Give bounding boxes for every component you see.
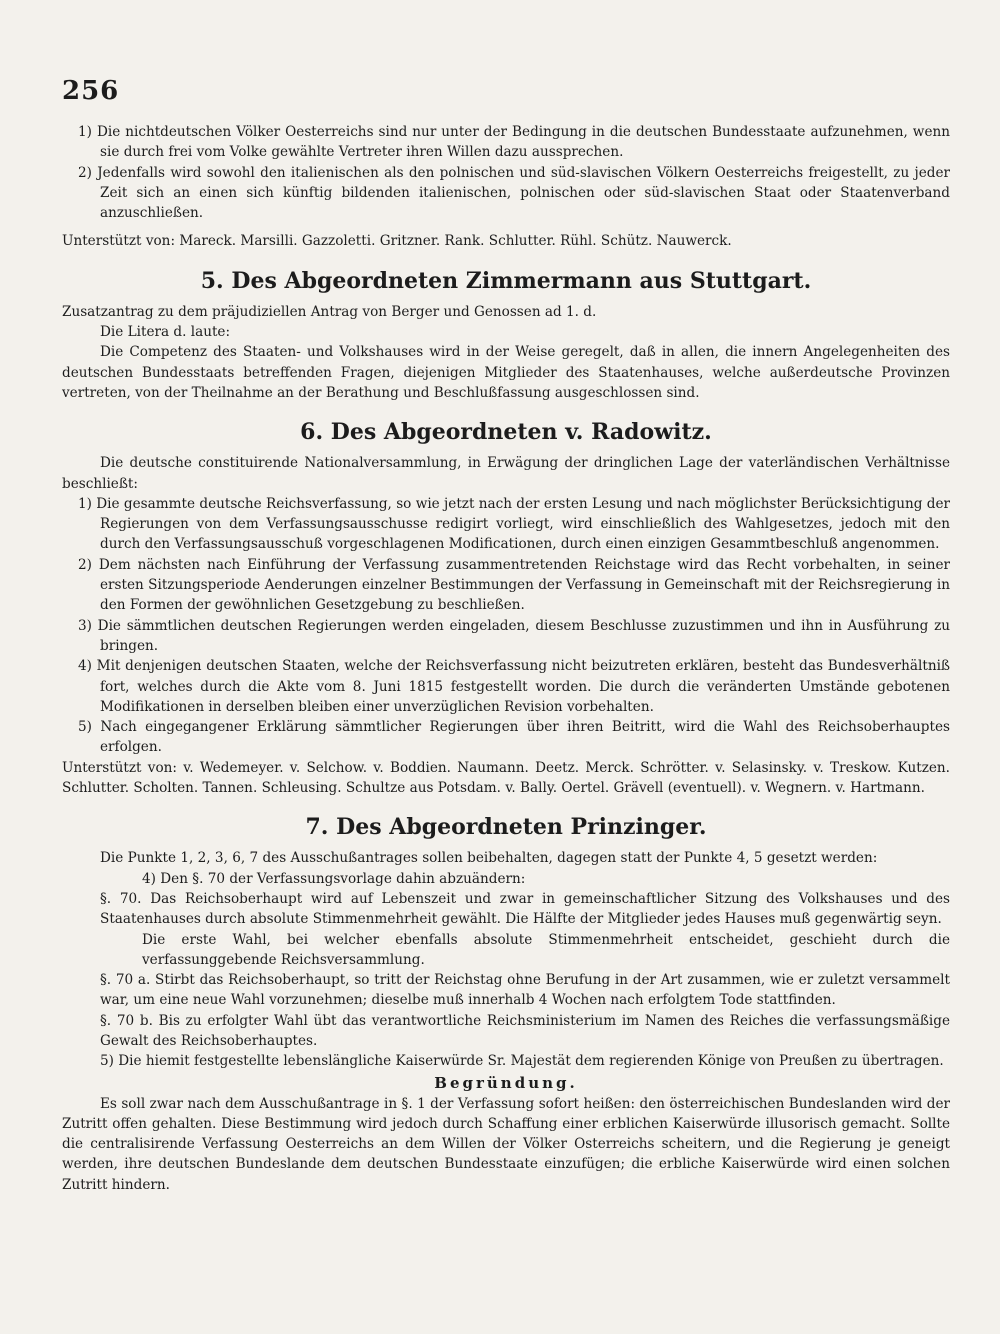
s4-support: Unterstützt von: Mareck. Marsilli. Gazzoletti. Gritzner. Rank. Schlutter. Rühl. Schütz. Nauwerck. <box>62 233 732 250</box>
s6-support: Unterstützt von: v. Wedemeyer. v. Selchow. v. Boddien. Naumann. Deetz. Merck. Schrötter. v. Selasinsky. v. Treskow. Kutzen. Schlutter. Scholten. Tannen. Schleusing. Schultze aus Potsdam. v. Bally. Oertel. Grävell (eventuell). v. Wegnern. v. Hartmann. <box>62 759 950 797</box>
s5-intro: Zusatzantrag zu dem präjudiziellen Antrag von Berger und Genossen ad 1. d. <box>62 303 597 320</box>
s7-intro: Die Punkte 1, 2, 3, 6, 7 des Ausschußantrages sollen beibehalten, dagegen statt der Punkte 4, 5 gesetzt werden: <box>100 850 878 867</box>
s6-heading: 6. Des Abgeordneten v. Radowitz. <box>300 419 712 446</box>
s7-heading: 7. Des Abgeordneten Prinzinger. <box>305 814 707 841</box>
s4-item-1: 1) Die nichtdeutschen Völker Oesterreichs sind nur unter der Bedingung in die deutschen Bundesstaate aufzunehmen, wenn sie durch frei vom Volke gewählte Vertreter ihren Willen dazu aussprechen. <box>78 124 950 161</box>
page-number: 256 <box>62 76 120 106</box>
s7-p70-first-election: Die erste Wahl, bei welcher ebenfalls absolute Stimmenmehrheit entscheidet, geschieht durch die verfassunggebende Reichsversammlung. <box>142 931 950 968</box>
s5-text: Die Competenz des Staaten- und Volkshauses wird in der Weise geregelt, daß in allen, die innern Angelegenheiten des deutschen Bundesstaats betreffenden Fragen, diejenigen Mitglieder des Staatenhauses, welche außerdeutsche Provinzen vertreten, von der Theilnahme an der Berathung und Beschlußfassung ausgeschlossen sind. <box>62 344 950 401</box>
s5-heading: 5. Des Abgeordneten Zimmermann aus Stuttgart. <box>200 267 812 294</box>
s5-litera: Die Litera d. laute: <box>100 324 231 341</box>
s7-p70b: §. 70 b. Bis zu erfolgter Wahl übt das verantwortliche Reichsministerium im Namen des Reiches die verfassungsmäßige Gewalt des Reichsoberhauptes. <box>100 1012 950 1049</box>
s7-point4: 4) Den §. 70 der Verfassungsvorlage dahin abzuändern: <box>142 870 526 887</box>
begruendung-text: Es soll zwar nach dem Ausschußantrage in §. 1 der Verfassung sofort heißen: den österreichischen Bundeslanden wird der Zutritt offen gehalten. Diese Bestimmung wird jedoch durch Schaffung einer erblichen Kaiserwürde illusorisch gemacht. Sollte die centralisirende Verfassung Oesterreichs an dem Willen der Völker Osterreichs scheitern, und die Regierung je geneigt werden, ihre deutschen Bundeslande dem deutschen Bundesstaate einzufügen; die erbliche Kaiserwürde wird einen solchen Zutritt hindern. <box>62 1095 950 1193</box>
s4-item-2: 2) Jedenfalls wird sowohl den italienischen als den polnischen und süd-slavischen Völkern Oesterreichs freigestellt, zu jeder Zeit sich an einen sich künftig bildenden italienischen, polnischen oder süd-slavischen Staat oder Staatenverband anzuschließen. <box>78 164 950 222</box>
s7-p70a: §. 70 a. Stirbt das Reichsoberhaupt, so tritt der Reichstag ohne Berufung in der Art zusammen, wie er zuletzt versammelt war, um eine neue Wahl vorzunehmen; dieselbe muß innerhalb 4 Wochen nach erfolgtem Tode stattfinden. <box>100 972 950 1009</box>
s6-item-3: 3) Die sämmtlichen deutschen Regierungen werden eingeladen, diesem Beschlusse zuzustimmen und ihn in Ausführung zu bringen. <box>78 617 950 654</box>
s6-item-4: 4) Mit denjenigen deutschen Staaten, welche der Reichsverfassung nicht beizutreten erklären, besteht das Bundesverhältniß fort, welches durch die Akte vom 8. Juni 1815 festgestellt worden. Die durch die veränderten Umstände gebotenen Modifikationen in derselben bleiben einer unverzüglichen Revision vorbehalten. <box>78 658 950 715</box>
s6-item-2: 2) Dem nächsten nach Einführung der Verfassung zusammentretenden Reichstage wird das Recht vorbehalten, in seiner ersten Sitzungsperiode Aenderungen einzelner Bestimmungen der Verfassung in Gemeinschaft mit der Reichsregierung in den Formen der gewöhnlichen Gesetzgebung zu beschließen. <box>78 556 950 614</box>
s7-point5: 5) Die hiemit festgestellte lebenslängliche Kaiserwürde Sr. Majestät dem regierenden Könige von Preußen zu übertragen. <box>100 1053 944 1070</box>
s6-intro: Die deutsche constituirende Nationalversammlung, in Erwägung der dringlichen Lage der vaterländischen Verhältnisse beschließt: <box>62 455 950 492</box>
s7-p70: §. 70. Das Reichsoberhaupt wird auf Lebenszeit und zwar in gemeinschaftlicher Sitzung des Volkshauses und des Staatenhauses durch absolute Stimmenmehrheit gewählt. Die Hälfte der Mitglieder jedes Hauses muß gegenwärtig seyn. <box>100 890 950 928</box>
s6-item-5: 5) Nach eingegangener Erklärung sämmtlicher Regierungen über ihren Beitritt, wird die Wahl des Reichsoberhauptes erfolgen. <box>78 719 950 756</box>
s6-item-1: 1) Die gesammte deutsche Reichsverfassung, so wie jetzt nach der ersten Lesung und nach möglichster Berücksichtigung der Regierungen von dem Verfassungsausschusse redigirt vorliegt, wird einschließlich des Wahlgesetzes, jedoch mit den durch den Verfassungsausschuß vorgeschlagenen Modificationen, durch einen einzigen Gesammtbeschluß angenommen. <box>78 495 950 553</box>
begruendung-title: Begründung. <box>434 1073 578 1092</box>
page-content <box>62 122 950 1195</box>
